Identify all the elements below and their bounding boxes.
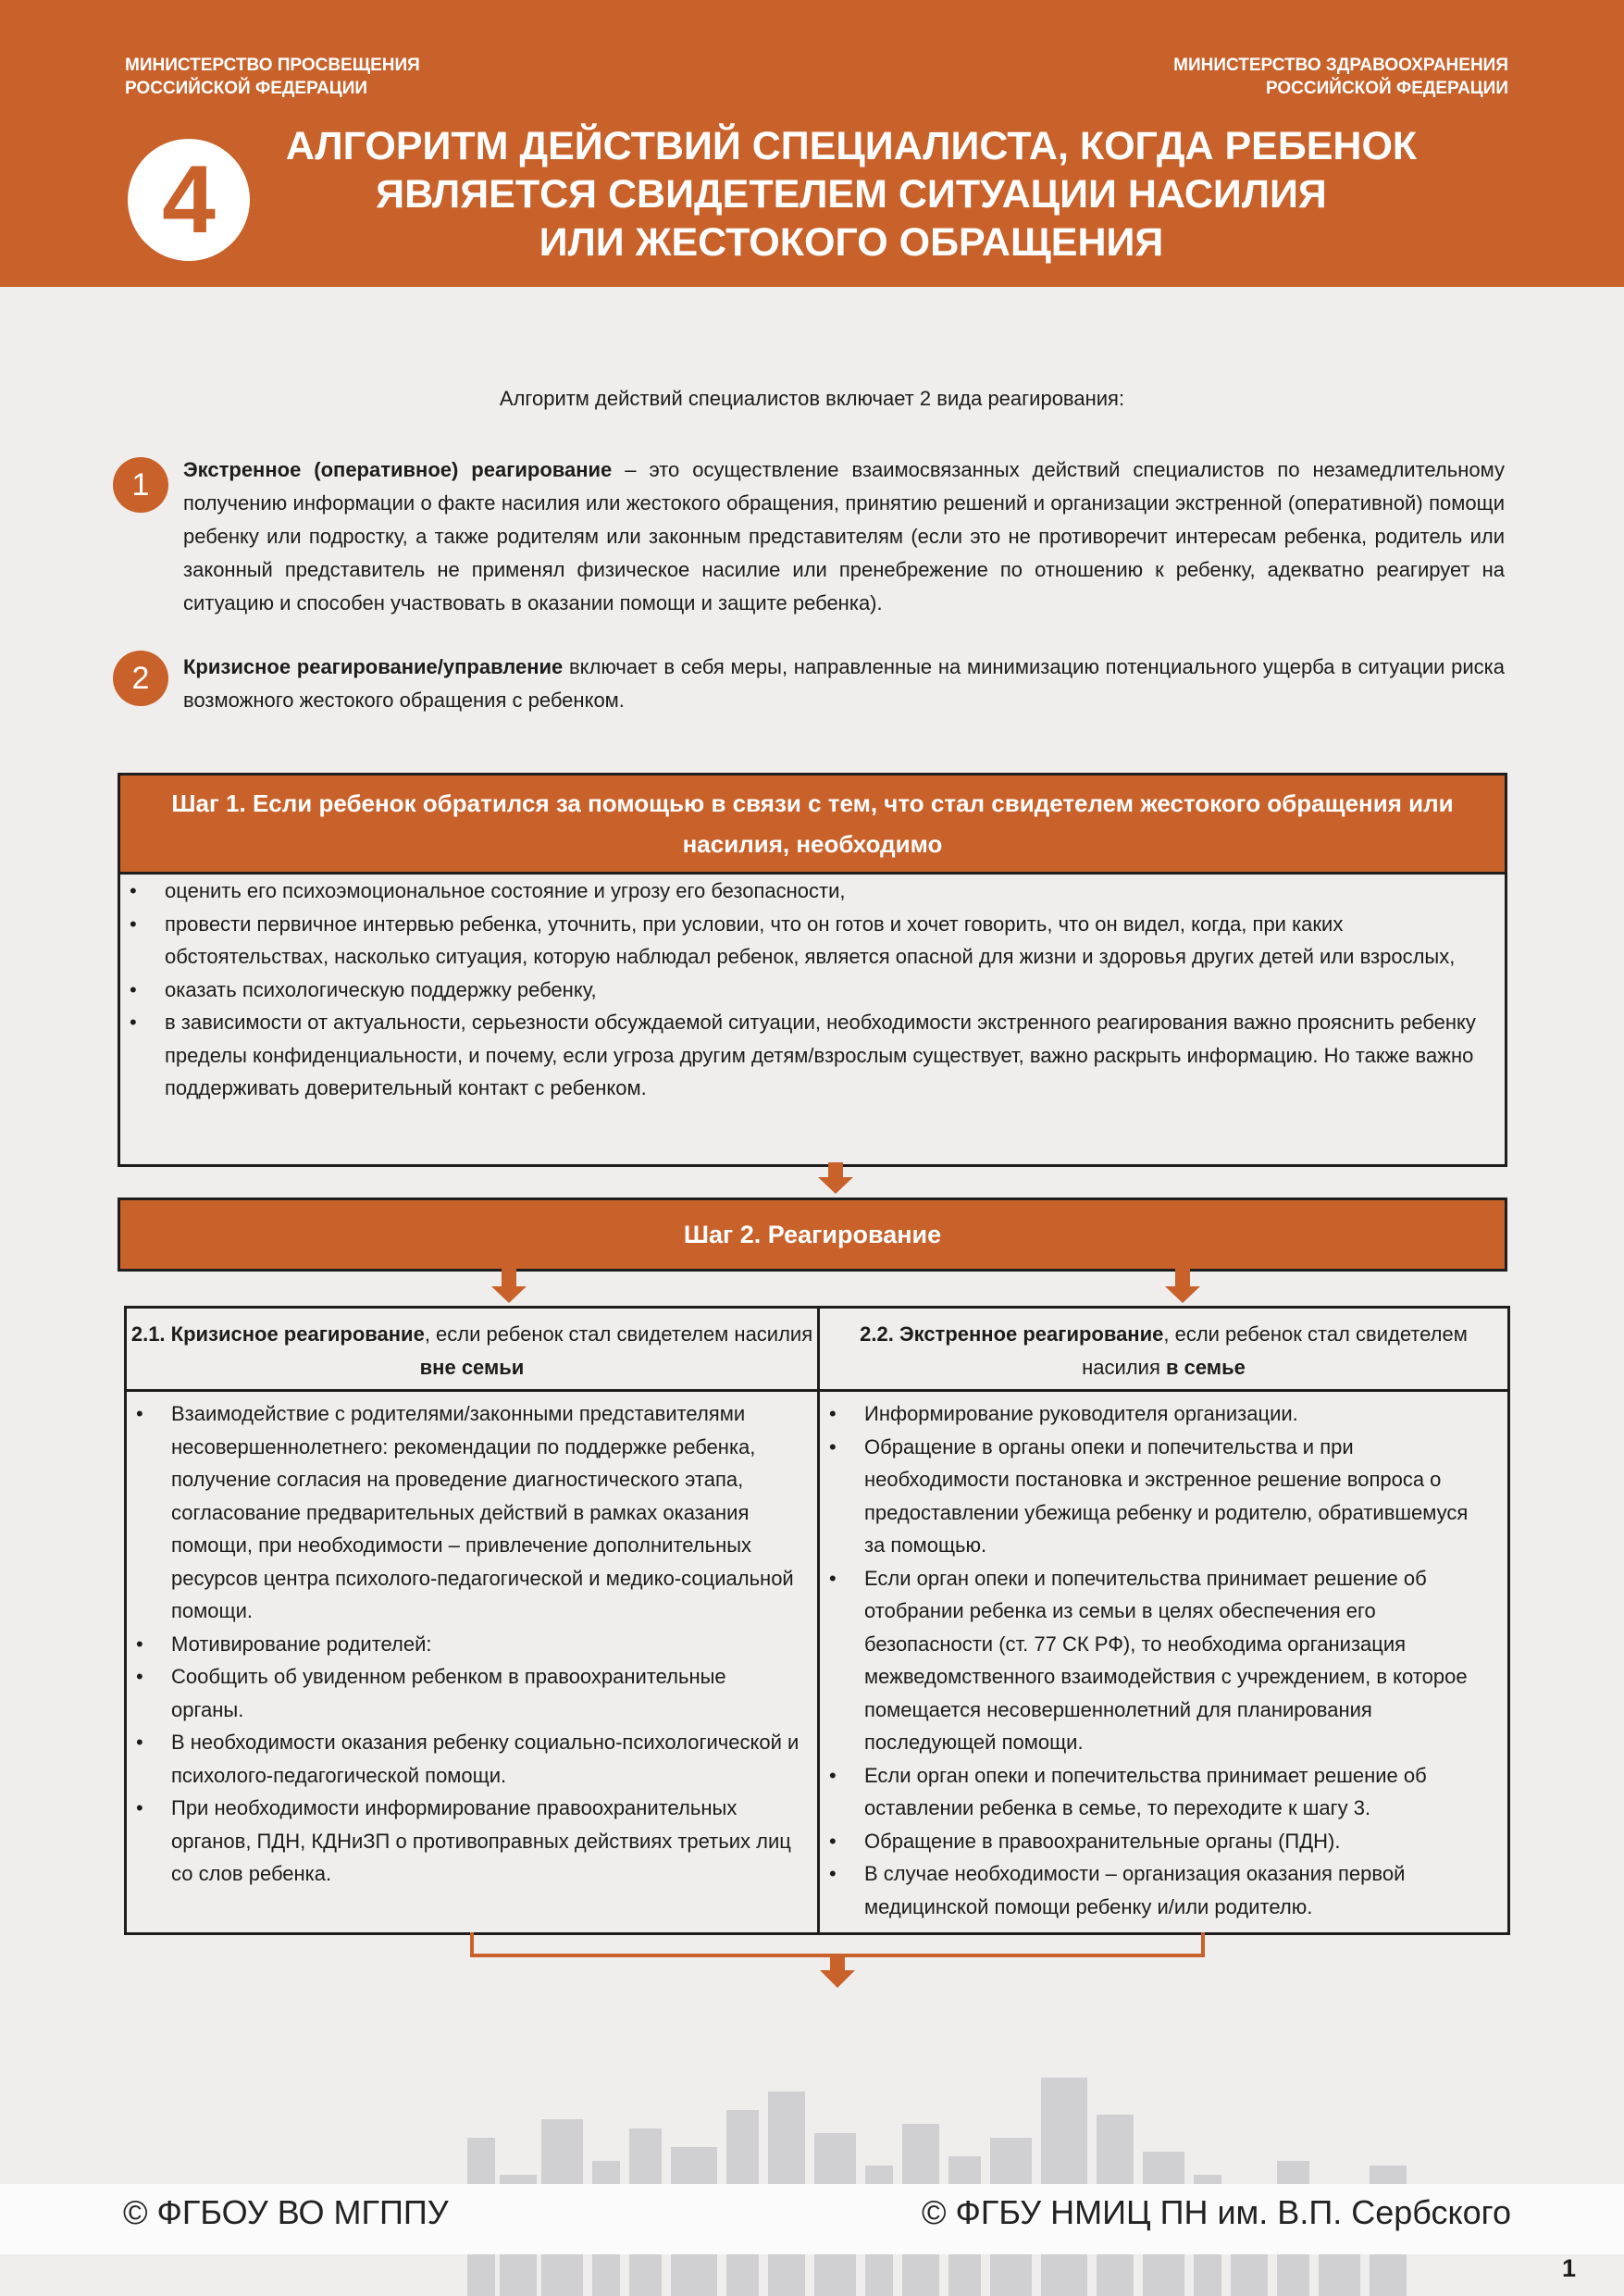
response-term: Экстренное (оперативное) реагирование	[183, 458, 613, 481]
list-item: • оказать психологическую поддержку ребенку,	[120, 974, 1505, 1007]
list-item: • в зависимости от актуальности, серьезности обсуждаемой ситуации, необходимости экстренного реагирования важно прояснить ребенку пределы конфиденциальности, и почему, если угроза другим детям/взрослым существует, важно раскрыть информацию. Но также важно поддерживать доверительный контакт с ребенком.	[120, 1006, 1505, 1105]
column-header-emphasis: в семье	[1165, 1356, 1246, 1379]
down-arrow-icon	[491, 1268, 527, 1305]
algorithm-number-badge: 4	[128, 139, 250, 261]
ministry-education-label: МИНИСТЕРСТВО ПРОСВЕЩЕНИЯ РОССИЙСКОЙ ФЕДЕРАЦИИ	[125, 56, 420, 98]
down-arrow-icon	[818, 1162, 853, 1196]
list-item: • Если орган опеки и попечительства принимает решение об оставлении ребенка в семье, то переходите к шагу 3.	[820, 1759, 1491, 1825]
page-title	[264, 122, 1439, 267]
column-header-text: , если ребенок стал свидетелем насилия	[424, 1322, 813, 1346]
list-item: • провести первичное интервью ребенка, уточнить, при условии, что он готов и хочет говорить, что он видел, когда, при каких обстоятельствах, насколько ситуация, которую наблюдал ребенок, является опасной для жизни и здоровья других детей или взрослых,	[120, 908, 1505, 974]
list-item: • В необходимости оказания ребенку социально-психологической и психолого-педагогической помощи.	[127, 1726, 800, 1792]
header-banner	[0, 0, 1624, 287]
crisis-response-list	[127, 1392, 817, 1891]
column-header-emphasis: вне семьи	[419, 1356, 525, 1379]
step1-title: Шаг 1. Если ребенок обратился за помощью в связи с тем, что стал свидетелем жестокого обращения или насилия, необходимо	[120, 776, 1505, 875]
list-item: • Взаимодействие с родителями/законными представителями несовершеннолетнего: рекомендации по поддержке ребенка, получение согласия на проведение диагностического этапа, согласование предварительных действий в рамках оказания помощи, при необходимости – привлечение дополнительных ресурсов центра психолого-педагогической и медико-социальной помощи.	[127, 1397, 800, 1628]
title-line: ИЛИ ЖЕСТОКОГО ОБРАЩЕНИЯ	[539, 220, 1164, 265]
column-header	[127, 1309, 817, 1392]
list-item: • Если орган опеки и попечительства принимает решение об отобрании ребенка из семьи в целях обеспечения его безопасности (ст. 77 СК РФ), то необходима организация межведомственного взаимодействия с учреждением, в которое помещается несовершеннолетний для планирования последующей помощи.	[820, 1562, 1491, 1759]
crisis-response-column	[127, 1309, 820, 1932]
list-item: • Обращение в правоохранительные органы (ПДН).	[820, 1825, 1491, 1858]
response-term: Кризисное реагирование/управление	[183, 655, 564, 678]
title-line: ЯВЛЯЕТСЯ СВИДЕТЕЛЕМ СИТУАЦИИ НАСИЛИЯ	[376, 172, 1327, 217]
step1-list	[120, 875, 1505, 1105]
response-text: включает в себя меры, направленные на минимизацию потенциального ущерба в ситуации риска возможного жестокого обращения с ребенком.	[183, 655, 1506, 712]
down-arrow-icon	[1165, 1268, 1200, 1305]
footer-copyright-left: © ФГБОУ ВО МГППУ	[123, 2193, 449, 2231]
response-description	[183, 453, 1505, 620]
response-description	[183, 651, 1505, 717]
list-item: • При необходимости информирование правоохранительных органов, ПДН, КДНиЗП о противоправных действиях третьих лиц со слов ребенка.	[127, 1792, 800, 1891]
column-header-term: 2.1. Кризисное реагирование	[130, 1322, 425, 1346]
list-item: • Мотивирование родителей:	[127, 1628, 800, 1661]
page-number: 1	[1561, 2254, 1576, 2282]
merge-bracket-arrow-icon	[467, 1932, 1208, 1997]
list-item: • Сообщить об увиденном ребенком в правоохранительные органы.	[127, 1660, 800, 1726]
response-text: – это осуществление взаимосвязанных действий специалистов по незамедлительному получению информации о факте насилия или жестокого обращения, принятию решений и организации экстренной (оперативной) помощи ребенку или подростку, а также родителям или законным представителям (если это не противоречит интересам ребенка, родитель или законный представитель не применял физическое насилие или пренебрежение по отношению к ребенку, адекватно реагирует на ситуацию и способен участвовать в оказании помощи и защите ребенка).	[183, 458, 1505, 614]
list-item: • Обращение в органы опеки и попечительства и при необходимости постановка и экстренное решение вопроса о предоставлении убежища ребенку и родителю, обратившемуся за помощью.	[820, 1431, 1491, 1562]
emergency-response-list	[820, 1392, 1507, 1923]
ministry-health-label: МИНИСТЕРСТВО ЗДРАВООХРАНЕНИЯ РОССИЙСКОЙ ФЕДЕРАЦИИ	[1173, 56, 1508, 98]
response-table	[124, 1306, 1510, 1935]
title-line: АЛГОРИТМ ДЕЙСТВИЙ СПЕЦИАЛИСТА, КОГДА РЕБЕНОК	[285, 124, 1418, 168]
emergency-response-column	[820, 1309, 1507, 1932]
intro-text: Алгоритм действий специалистов включает 2 вида реагирования:	[499, 387, 1125, 410]
list-item: • Информирование руководителя организации.	[820, 1397, 1491, 1431]
step2-title: Шаг 2. Реагирование	[118, 1198, 1507, 1272]
list-item: • В случае необходимости – организация оказания первой медицинской помощи ребенку и/или родителю.	[820, 1857, 1491, 1923]
column-header	[820, 1309, 1507, 1392]
response-number-badge: 2	[113, 651, 168, 706]
step1-box	[118, 773, 1507, 1167]
response-number-badge: 1	[113, 457, 168, 513]
column-header-text: , если ребенок стал свидетелем насилия	[1082, 1322, 1468, 1379]
list-item: • оценить его психоэмоциональное состояние и угрозу его безопасности,	[120, 875, 1505, 908]
column-header-term: 2.2. Экстренное реагирование	[860, 1322, 1164, 1346]
footer-copyright-right: © ФГБУ НМИЦ ПН им. В.П. Сербского	[922, 2193, 1511, 2231]
